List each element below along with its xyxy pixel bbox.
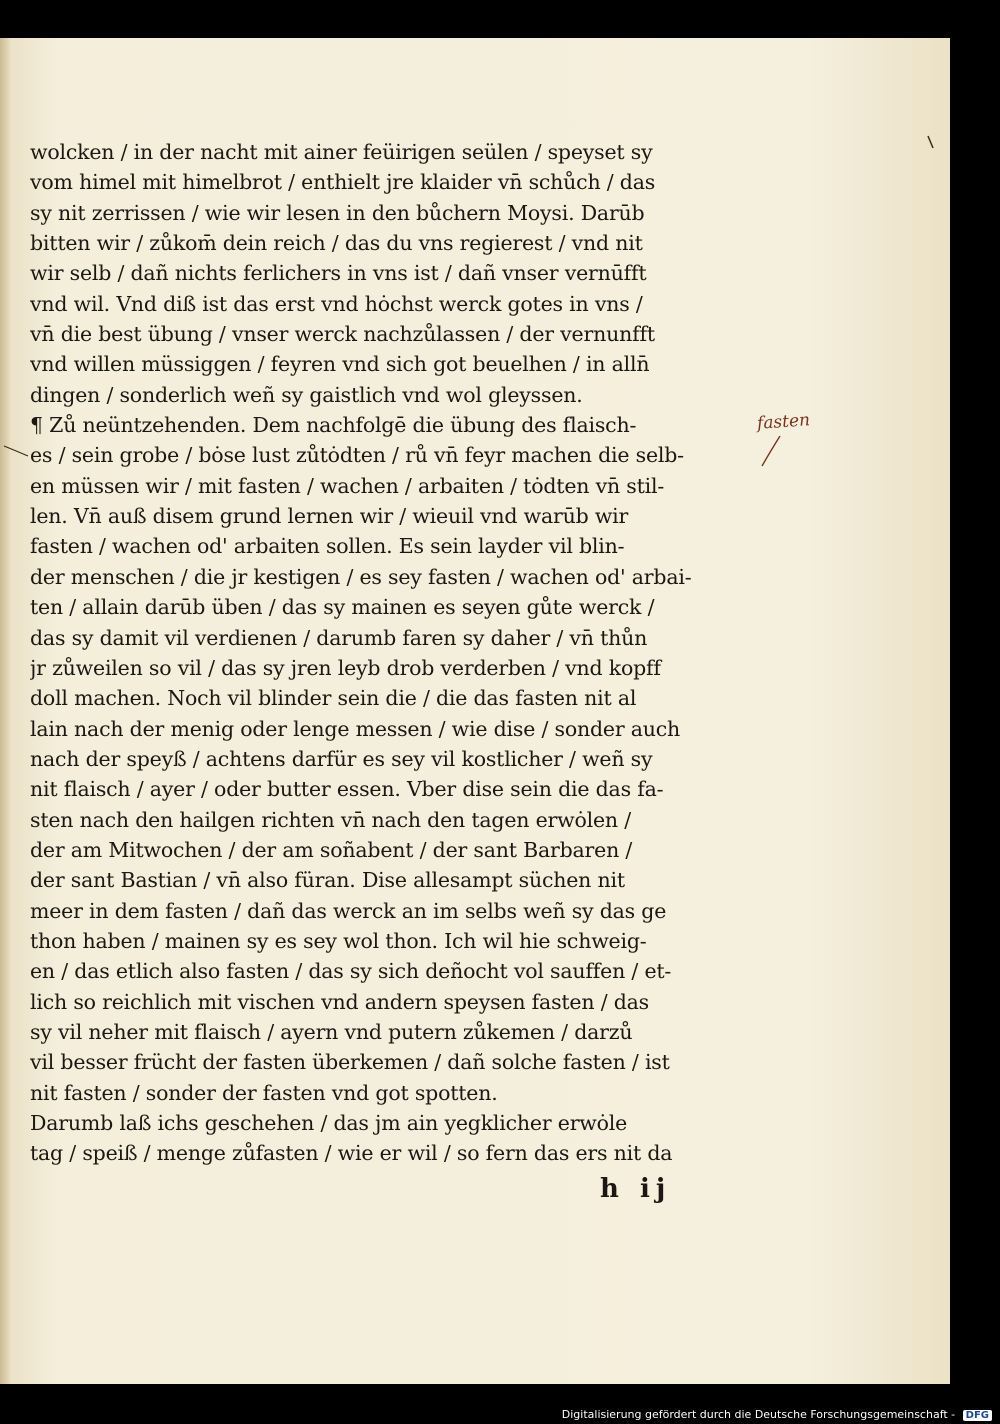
text-line: es / sein grobe / bȯse lust zůtȯdten / rů vn̄ feyr machen die selb- — [30, 443, 684, 468]
text-line: sy nit zerrissen / wie wir lesen in den bůchern Moysi. Darūb — [30, 200, 645, 225]
text-line: das sy damit vil verdienen / darumb faren sy daher / vn̄ thůn — [30, 625, 648, 650]
text-line: nit fasten / sonder der fasten vnd got spotten. — [30, 1080, 498, 1105]
text-line: vnd wil. Vnd diß ist das erst vnd hȯchst werck gotes in vns / — [30, 291, 643, 316]
text-line: tag / speiß / menge zůfasten / wie er wil / so fern das ers nit da — [30, 1141, 673, 1166]
dfg-logo: DFG — [963, 1410, 992, 1421]
text-line: wolcken / in der nacht mit ainer feüirigen seülen / speyset sy — [30, 140, 653, 164]
text-line: vil besser frücht der fasten überkemen / dañ solche fasten / ist — [30, 1050, 670, 1075]
text-line: vnd willen müssiggen / feyren vnd sich got beuelhen / in alln̄ — [30, 352, 650, 377]
text-line: nit flaisch / ayer / oder butter essen. Vber dise sein die das fa- — [30, 777, 664, 802]
text-line: bitten wir / zůkom̄ dein reich / das du vns regierest / vnd nit — [30, 231, 643, 256]
text-line: ten / allain darūb üben / das sy mainen es seyen gůte werck / — [30, 595, 655, 620]
text-line: meer in dem fasten / dañ das werck an im selbs weñ sy das ge — [30, 898, 667, 923]
page-gutter-edge — [0, 38, 10, 1384]
text-line: Darumb laß ichs geschehen / das jm ain yegklicher erwȯle — [30, 1111, 628, 1135]
text-line: vom himel mit himelbrot / enthielt jre klaider vn̄ schůch / das — [30, 170, 656, 195]
text-line: len. Vn̄ auß disem grund lernen wir / wieuil vnd warūb wir — [30, 504, 629, 529]
text-line: fasten / wachen od' arbaiten sollen. Es sein layder vil blin- — [30, 534, 625, 559]
text-line: der sant Bastian / vn̄ also füran. Dise allesampt süchen nit — [30, 868, 625, 893]
text-line: sten nach den hailgen richten vn̄ nach den tagen erwȯlen / — [30, 807, 631, 832]
funding-credit-text: Digitalisierung gefördert durch die Deutsche Forschungsgemeinschaft - — [561, 1408, 956, 1421]
funding-credit — [562, 1408, 992, 1421]
text-line: thon haben / mainen sy es sey wol thon. Ich wil hie schweig- — [30, 928, 647, 953]
text-line: ¶ Zů neüntzehenden. Dem nachfolgē die übung des flaisch- — [30, 413, 637, 438]
signature-mark: h ij — [600, 1174, 672, 1204]
text-line: en müssen wir / mit fasten / wachen / arbaiten / tȯdten vn̄ stil- — [30, 473, 665, 498]
text-line: nach der speyß / achtens darfür es sey vil kostlicher / weñ sy — [30, 746, 653, 771]
text-line: en / das etlich also fasten / das sy sich deñocht vol sauffen / et- — [30, 959, 672, 984]
text-line: der menschen / die jr kestigen / es sey fasten / wachen od' arbai- — [30, 564, 692, 589]
text-line: vn̄ die best übung / vnser werck nachzůlassen / der vernunfft — [30, 322, 655, 347]
marginal-annotation: fasten — [756, 410, 811, 434]
text-line: lain nach der menig oder lenge messen / wie dise / sonder auch — [30, 716, 681, 741]
text-line: wir selb / dañ nichts ferlichers in vns ist / dañ vnser vernūfft — [30, 261, 647, 286]
text-line: lich so reichlich mit vischen vnd andern speysen fasten / das — [30, 989, 649, 1014]
text-line: doll machen. Noch vil blinder sein die / die das fasten nit al — [30, 686, 637, 711]
text-line: dingen / sonderlich weñ sy gaistlich vnd wol gleyssen. — [30, 382, 583, 407]
text-line: der am Mitwochen / der am soñabent / der sant Barbaren / — [30, 837, 633, 862]
page-text-block — [30, 137, 765, 1169]
text-line: sy vil neher mit flaisch / ayern vnd putern zůkemen / darzů — [30, 1019, 633, 1044]
text-line: jr zůweilen so vil / das sy jren leyb drob verderben / vnd kopff — [30, 655, 661, 680]
